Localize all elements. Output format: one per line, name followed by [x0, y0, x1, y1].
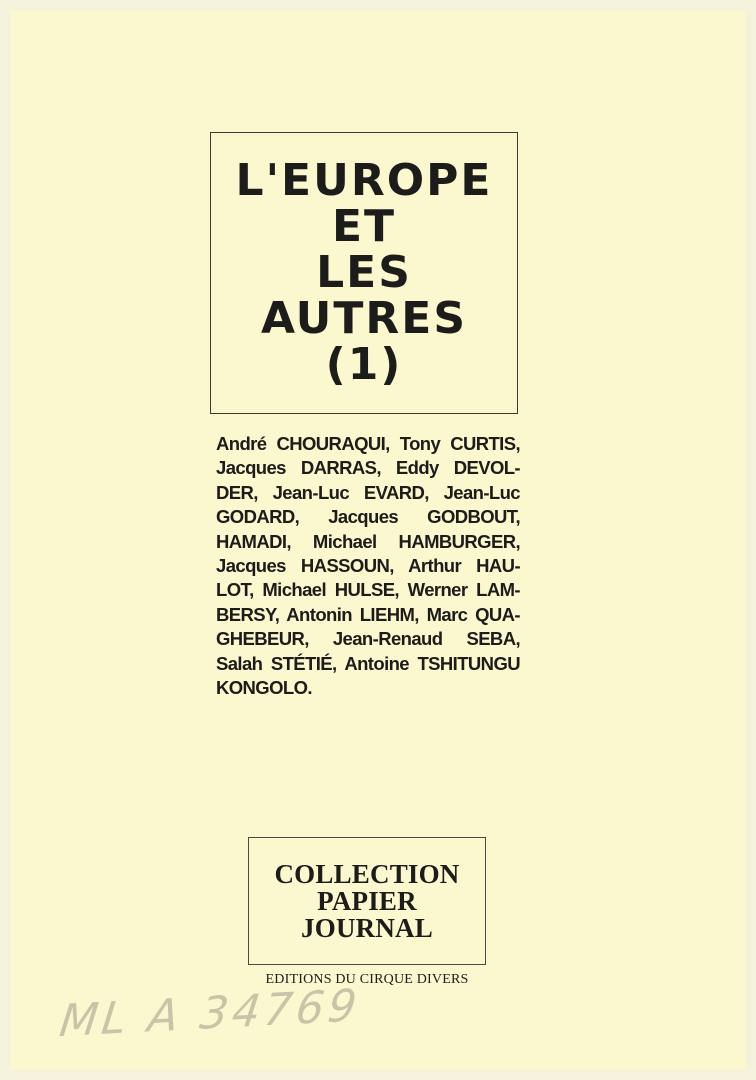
handwritten-shelfmark: ML A 34769: [56, 980, 364, 1048]
authors-line: André CHOURAQUI, Tony CURTIS,: [216, 433, 520, 454]
authors-line: LOT, Michael HULSE, Werner LAM-: [216, 579, 520, 601]
publisher-name: EDITIONS DU CIRQUE DIVERS: [265, 972, 469, 987]
authors-line: Jacques HASSOUN, Arthur HAU-: [216, 555, 520, 577]
title-box: [210, 132, 518, 414]
title-line: LES: [316, 247, 412, 298]
authors-line: Salah STÉTIÉ, Antoine TSHITUNGU: [216, 652, 520, 674]
authors-line: Jacques DARRAS, Eddy DEVOL-: [216, 457, 520, 479]
authors-line: GODARD, Jacques GODBOUT,: [216, 506, 520, 528]
collection-line: COLLECTION: [274, 858, 460, 889]
title-line: ET: [331, 201, 397, 252]
authors-line: DER, Jean-Luc EVARD, Jean-Luc: [216, 481, 520, 503]
authors-line: KONGOLO.: [216, 677, 312, 699]
authors-line: GHEBEUR, Jean-Renaud SEBA,: [216, 628, 520, 650]
collection-line: PAPIER: [317, 885, 417, 916]
collection-line: JOURNAL: [301, 912, 433, 943]
title-line: AUTRES: [260, 293, 468, 344]
authors-list: [216, 432, 520, 700]
authors-line: HAMADI, Michael HAMBURGER,: [216, 530, 520, 552]
title-line: (1): [325, 339, 403, 390]
title-line: L'EUROPE: [235, 155, 493, 206]
collection-box: [248, 837, 486, 965]
authors-line: BERSY, Antonin LIEHM, Marc QUA-: [216, 603, 520, 625]
